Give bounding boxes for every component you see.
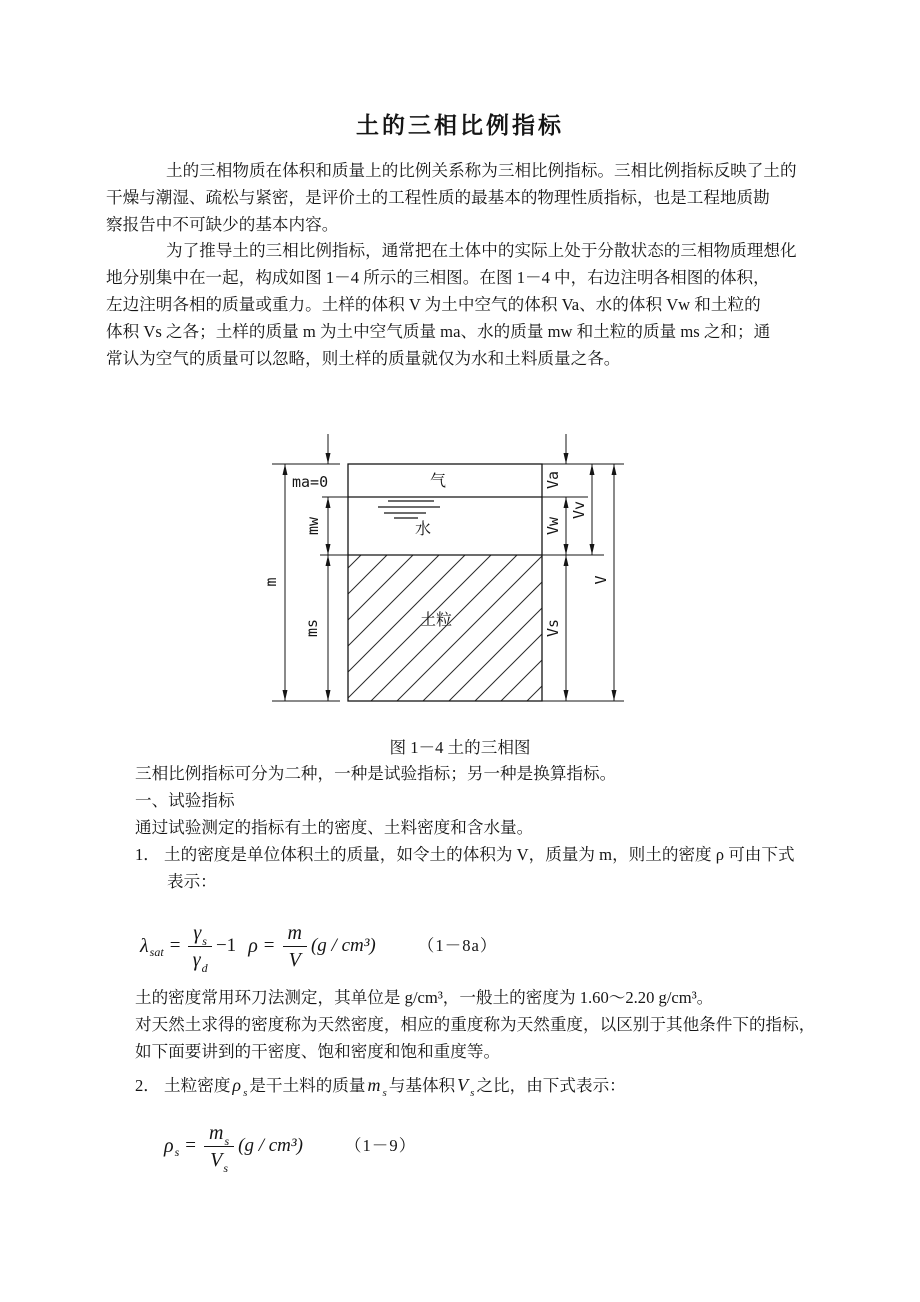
math-rho: ρ bbox=[248, 934, 258, 957]
math-unit: (g / cm³) bbox=[310, 934, 376, 956]
math-sub: s bbox=[382, 1086, 387, 1099]
math-gamma-s: γ bbox=[193, 921, 202, 944]
math-minus-one: −1 bbox=[215, 934, 237, 956]
list-item-1: 1． 土的密度是单位体积土的质量，如令土的体积为 V，质量为 m，则土的密度 ρ 可由下式 bbox=[135, 844, 795, 864]
three-phase-diagram bbox=[260, 422, 660, 727]
text-segment: 是干土料的质量 bbox=[249, 1075, 366, 1095]
label-vs: Vs bbox=[544, 619, 562, 638]
intro-paragraphs bbox=[106, 158, 801, 372]
math-lambda-sub: sat bbox=[149, 944, 164, 959]
math-sub: s bbox=[470, 1086, 475, 1099]
text-line: 如下面要讲到的干密度、饱和密度和饱和重度等。 bbox=[135, 1041, 501, 1061]
math-gamma-s-sub: s bbox=[202, 933, 207, 948]
math-gamma-d: γ bbox=[192, 948, 201, 971]
math-equals: = bbox=[169, 934, 181, 956]
text-line: 三相比例指标可分为二种，一种是试验指标；另一种是换算指标。 bbox=[135, 764, 617, 784]
text-segment: 之比，由下式表示： bbox=[476, 1075, 626, 1095]
math-sub: s bbox=[243, 1086, 248, 1099]
formula-1-8a bbox=[135, 907, 800, 985]
label-ms: ms bbox=[303, 619, 321, 638]
label-air: 气 bbox=[429, 473, 447, 491]
math-fraction bbox=[188, 921, 212, 975]
text-line: 表示： bbox=[167, 871, 217, 891]
figure-caption: 图 1－4 土的三相图 bbox=[389, 738, 531, 758]
math-V: V bbox=[210, 1149, 223, 1172]
label-v: V bbox=[592, 575, 610, 585]
paragraph-line: 土的三相物质在体积和质量上的比例关系称为三相比例指标。三相比例指标反映了土的 bbox=[166, 161, 797, 180]
paragraph-line: 体积 Vs 之各；土样的质量 m 为土中空气质量 ma、水的质量 mw 和土粒的质量 ms 之和；通 bbox=[106, 321, 771, 341]
text-segment: 2． 土粒密度 bbox=[135, 1075, 231, 1095]
page-title: 土的三相比例指标 bbox=[356, 113, 564, 138]
math-rho: ρ bbox=[164, 1135, 174, 1158]
label-vw: Vw bbox=[544, 517, 562, 536]
text-line: 土的密度常用环刀法测定，其单位是 g/cm³，一般土的密度为 1.60～2.20 g/cm³。 bbox=[135, 988, 714, 1008]
paragraph-line: 地分别集中在一起，构成如图 1－4 所示的三相图。在图 1－4 中，右边注明各相图的体积， bbox=[106, 268, 770, 288]
math-sub: s bbox=[223, 1161, 228, 1176]
math-lambda: λ bbox=[140, 934, 149, 957]
text-line: 对天然土求得的密度称为天然密度，相应的重度称为天然重度，以区别于其他条件下的指标， bbox=[135, 1015, 816, 1035]
label-va: Va bbox=[544, 471, 562, 490]
list-item-2 bbox=[135, 1070, 800, 1103]
equation-number: （1－8a） bbox=[417, 935, 498, 955]
water-surface-icon bbox=[378, 501, 440, 518]
math-V-s: V bbox=[457, 1074, 469, 1095]
formula-1-9 bbox=[135, 1111, 800, 1183]
math-m-s: m bbox=[367, 1074, 381, 1095]
section-heading: 一、试验指标 bbox=[135, 791, 235, 811]
math-unit: (g / cm³) bbox=[238, 1135, 303, 1157]
paragraph-line: 为了推导土的三相比例指标，通常把在土体中的实际上处于分散状态的三相物质理想化 bbox=[166, 241, 797, 261]
label-water: 水 bbox=[414, 521, 432, 539]
math-equals: = bbox=[263, 934, 275, 956]
math-equals: = bbox=[185, 1135, 196, 1157]
math-rho-sub: s bbox=[174, 1145, 180, 1160]
math-rho-s: ρ bbox=[232, 1074, 242, 1095]
equation-number: （1－9） bbox=[344, 1136, 417, 1156]
paragraph-line: 左边注明各相的质量或重力。土样的体积 V 为土中空气的体积 Va、水的体积 Vw 和土粒的 bbox=[106, 294, 761, 314]
paragraph-line: 干燥与潮湿、疏松与紧密，是评价土的工程性质的最基本的物理性质指标，也是工程地质勘 bbox=[106, 187, 770, 207]
math-fraction bbox=[283, 922, 307, 971]
paragraph-line: 常认为空气的质量可以忽略，则土样的质量就仅为水和土料质量之各。 bbox=[106, 348, 621, 368]
math-fraction bbox=[204, 1122, 234, 1176]
label-ma-zero: ma=0 bbox=[292, 473, 329, 492]
math-m: m bbox=[209, 1122, 224, 1145]
math-m: m bbox=[287, 921, 302, 944]
text-line: 通过试验测定的指标有土的密度、土料密度和含水量。 bbox=[135, 817, 534, 837]
math-V: V bbox=[288, 948, 301, 971]
math-sub: s bbox=[224, 1134, 230, 1149]
math-gamma-d-sub: d bbox=[201, 960, 208, 975]
label-mw: mw bbox=[304, 517, 322, 536]
label-vv: Vv bbox=[570, 501, 588, 520]
label-soil: 土粒 bbox=[419, 612, 453, 630]
paragraph-line: 察报告中不可缺少的基本内容。 bbox=[106, 214, 339, 234]
label-m: m bbox=[262, 577, 280, 587]
text-segment: 与基体积 bbox=[388, 1075, 456, 1095]
phase-dividers bbox=[348, 497, 542, 555]
body-section bbox=[135, 761, 816, 1182]
